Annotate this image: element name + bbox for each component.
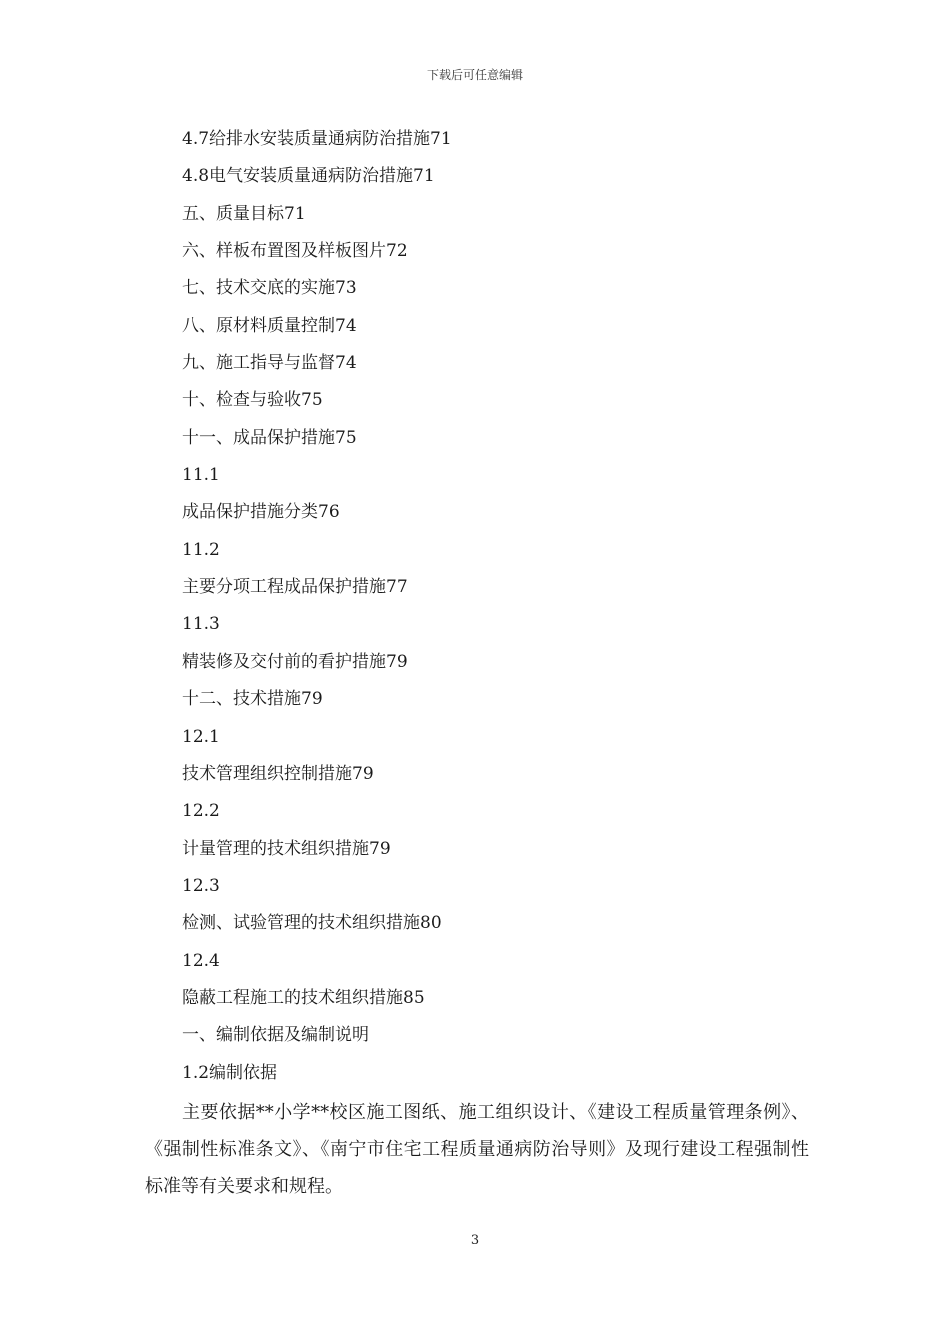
toc-entry: 11.3 — [182, 614, 220, 635]
subsection-heading: 1.2编制依据 — [182, 1062, 278, 1083]
toc-entry: 4.7给排水安装质量通病防治措施71 — [182, 129, 452, 149]
page-number: 3 — [470, 1233, 480, 1248]
toc-entry: 十二、技术措施79 — [182, 689, 323, 710]
toc-entry: 十、检查与验收75 — [182, 390, 323, 411]
toc-entry: 八、原材料质量控制74 — [182, 315, 357, 336]
toc-entry: 主要分项工程成品保护措施77 — [182, 577, 408, 598]
section-heading: 一、编制依据及编制说明 — [182, 1025, 369, 1046]
toc-entry: 七、技术交底的实施73 — [182, 278, 357, 299]
toc-entry: 九、施工指导与监督74 — [182, 353, 357, 374]
toc-entry: 4.8电气安装质量通病防治措施71 — [182, 166, 435, 187]
toc-entry: 五、质量目标71 — [182, 203, 306, 224]
toc-entry: 十一、成品保护措施75 — [182, 427, 357, 448]
toc-entry: 11.1 — [182, 465, 220, 486]
table-of-contents — [182, 121, 822, 1092]
toc-entry: 隐蔽工程施工的技术组织措施85 — [182, 987, 425, 1008]
toc-entry: 成品保护措施分类76 — [182, 502, 340, 523]
toc-entry: 12.4 — [182, 950, 220, 971]
toc-entry: 11.2 — [182, 539, 220, 560]
toc-entry: 12.2 — [182, 801, 220, 822]
page-header: 下载后可任意编辑 — [426, 68, 523, 82]
toc-entry: 12.1 — [182, 726, 220, 747]
toc-entry: 六、样板布置图及样板图片72 — [182, 241, 408, 262]
toc-entry: 计量管理的技术组织措施79 — [182, 838, 391, 859]
toc-entry: 精装修及交付前的看护措施79 — [182, 651, 408, 672]
body-paragraph: 主要依据**小学**校区施工图纸、施工组织设计、《建设工程质量管理条例》、《强制性标准条文》、《南宁市住宅工程质量通病防治导则》及现行建设工程强制性标准等有关要求和规程。 — [145, 1102, 809, 1197]
toc-entry: 12.3 — [182, 875, 220, 896]
toc-entry: 技术管理组织控制措施79 — [182, 763, 374, 784]
toc-entry: 检测、试验管理的技术组织措施80 — [182, 913, 442, 934]
